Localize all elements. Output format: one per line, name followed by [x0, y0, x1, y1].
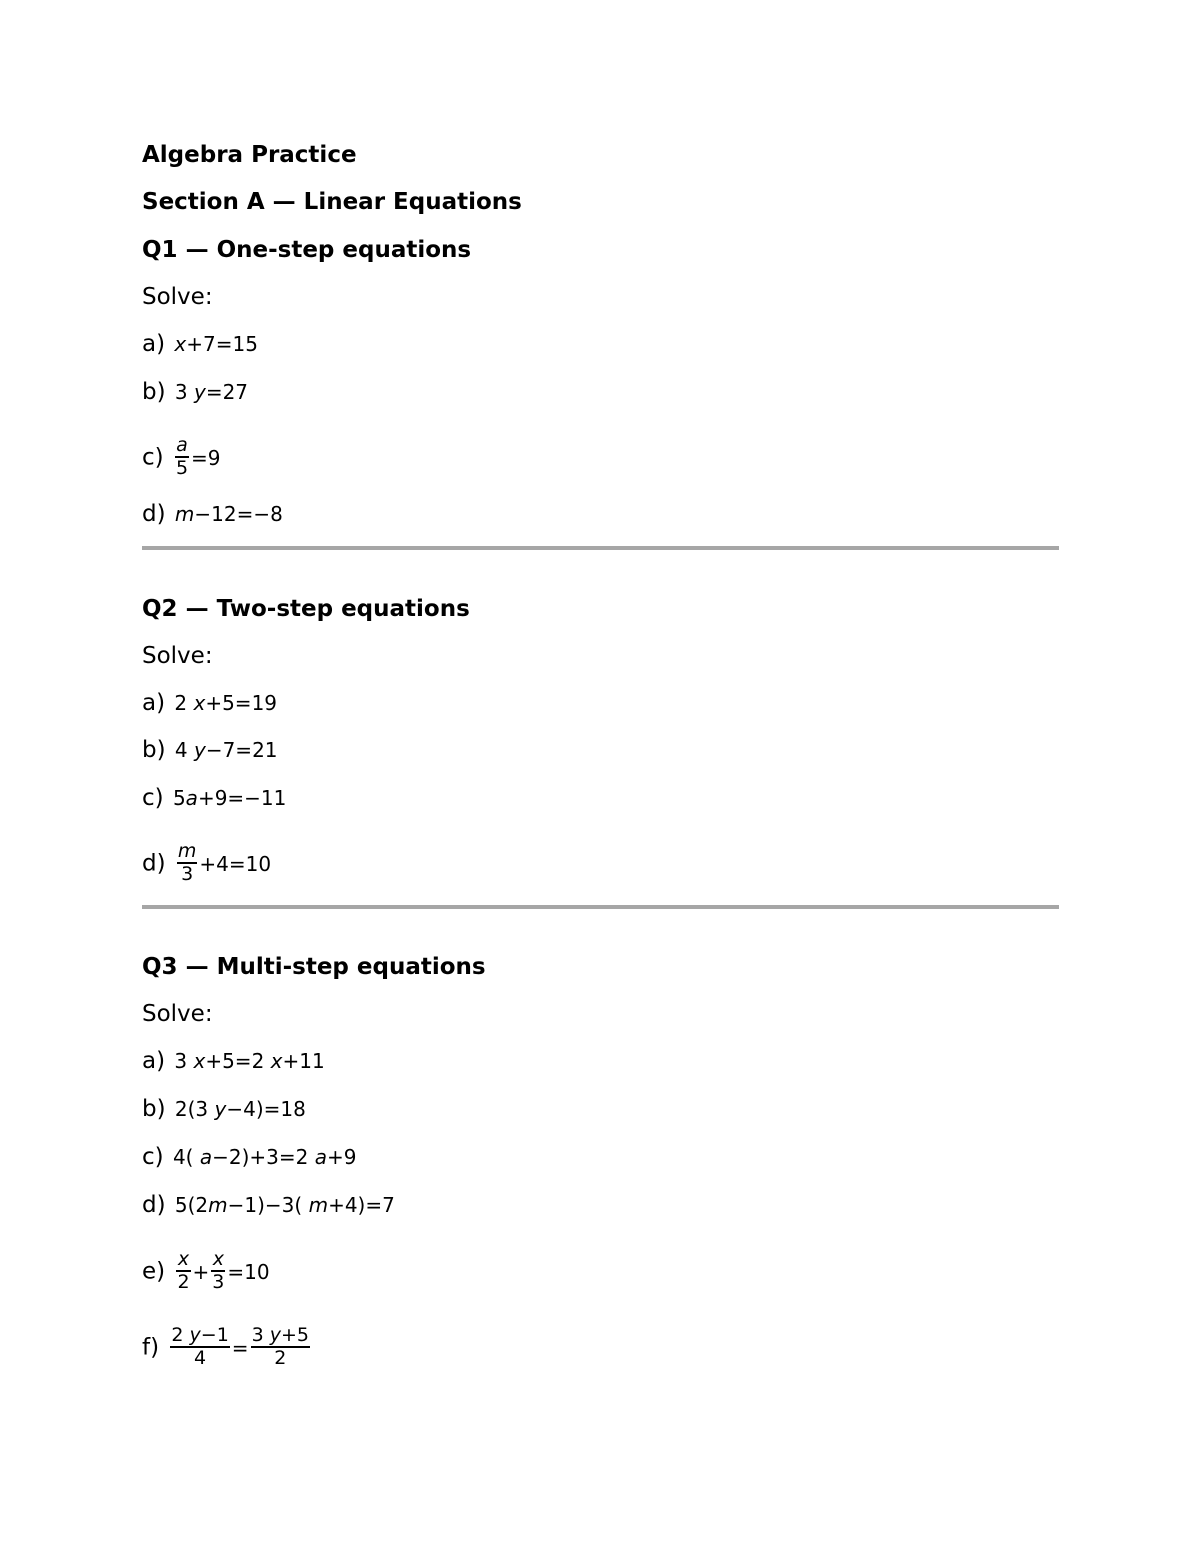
problem-item: [142, 1190, 395, 1220]
document-title: Algebra Practice: [142, 142, 357, 168]
problem-label: c): [142, 444, 164, 471]
problem-item: [142, 840, 272, 887]
fraction: $\frac{m}{3}$: [177, 840, 197, 885]
problem-label: d): [142, 1192, 166, 1218]
problem-label: f): [142, 1334, 160, 1361]
equation: 2(3 y−4)=18: [174, 1097, 306, 1121]
problem-label: d): [142, 501, 166, 527]
problem-item: [142, 1324, 312, 1371]
section-divider: [142, 546, 1059, 550]
problem-label: a): [142, 331, 166, 357]
problem-label: d): [142, 850, 166, 877]
problem-label: c): [142, 785, 164, 811]
equation: 5a+9=−11: [172, 786, 287, 810]
equation: 3 y=27: [174, 380, 249, 404]
question-instruction: Solve:: [142, 643, 213, 669]
equation: 2 x+5=19: [174, 691, 278, 715]
equation: 3 x+5=2 x+11: [174, 1049, 325, 1073]
question-heading: Q2 — Two-step equations: [142, 596, 470, 622]
equation: 4( a−2)+3=2 a+9: [172, 1145, 357, 1169]
problem-item: [142, 377, 248, 407]
question-heading: Q1 — One-step equations: [142, 237, 472, 263]
equation: $\frac{m}{3}$ +4=10: [177, 840, 272, 885]
equation: $\frac{a}{5}$ =9: [175, 434, 221, 479]
question-instruction: Solve:: [142, 284, 213, 310]
fraction: $\frac{2 y-1}{4}$: [171, 1324, 229, 1369]
question-heading: Q3 — Multi-step equations: [142, 954, 486, 980]
problem-item: [142, 1142, 356, 1172]
section-heading: Section A — Linear Equations: [142, 189, 522, 215]
problem-item: [142, 783, 286, 813]
problem-item: [142, 1248, 270, 1295]
problem-item: [142, 1094, 306, 1124]
fraction: $\frac{a}{5}$: [175, 434, 189, 479]
problem-label: b): [142, 1096, 166, 1122]
problem-item: [142, 735, 278, 765]
equation: m−12=−8: [174, 502, 283, 526]
equation: 4 y−7=21: [174, 738, 278, 762]
fraction: $\frac{3 y+5}{2}$: [251, 1324, 309, 1369]
problem-item: [142, 688, 277, 718]
equation: $\frac{2 y-1}{4}$ = $\frac{3 y+5}{2}$: [171, 1324, 309, 1369]
problem-label: b): [142, 379, 166, 405]
problem-label: a): [142, 690, 166, 716]
problem-label: b): [142, 737, 166, 763]
problem-item: [142, 1046, 325, 1076]
problem-item: [142, 499, 283, 529]
problem-label: a): [142, 1048, 166, 1074]
equation: $\frac{x}{2}$ + $\frac{x}{3}$ =10: [177, 1248, 270, 1293]
question-instruction: Solve:: [142, 1001, 213, 1027]
problem-label: c): [142, 1144, 164, 1170]
fraction: $\frac{x}{3}$: [212, 1248, 225, 1293]
equation: 5(2m−1)−3( m+4)=7: [174, 1193, 395, 1217]
problem-label: e): [142, 1258, 166, 1285]
fraction: $\frac{x}{2}$: [177, 1248, 190, 1293]
problem-item: [142, 329, 258, 359]
problem-item: [142, 434, 221, 481]
section-divider: [142, 905, 1059, 909]
equation: x+7=15: [174, 332, 258, 356]
